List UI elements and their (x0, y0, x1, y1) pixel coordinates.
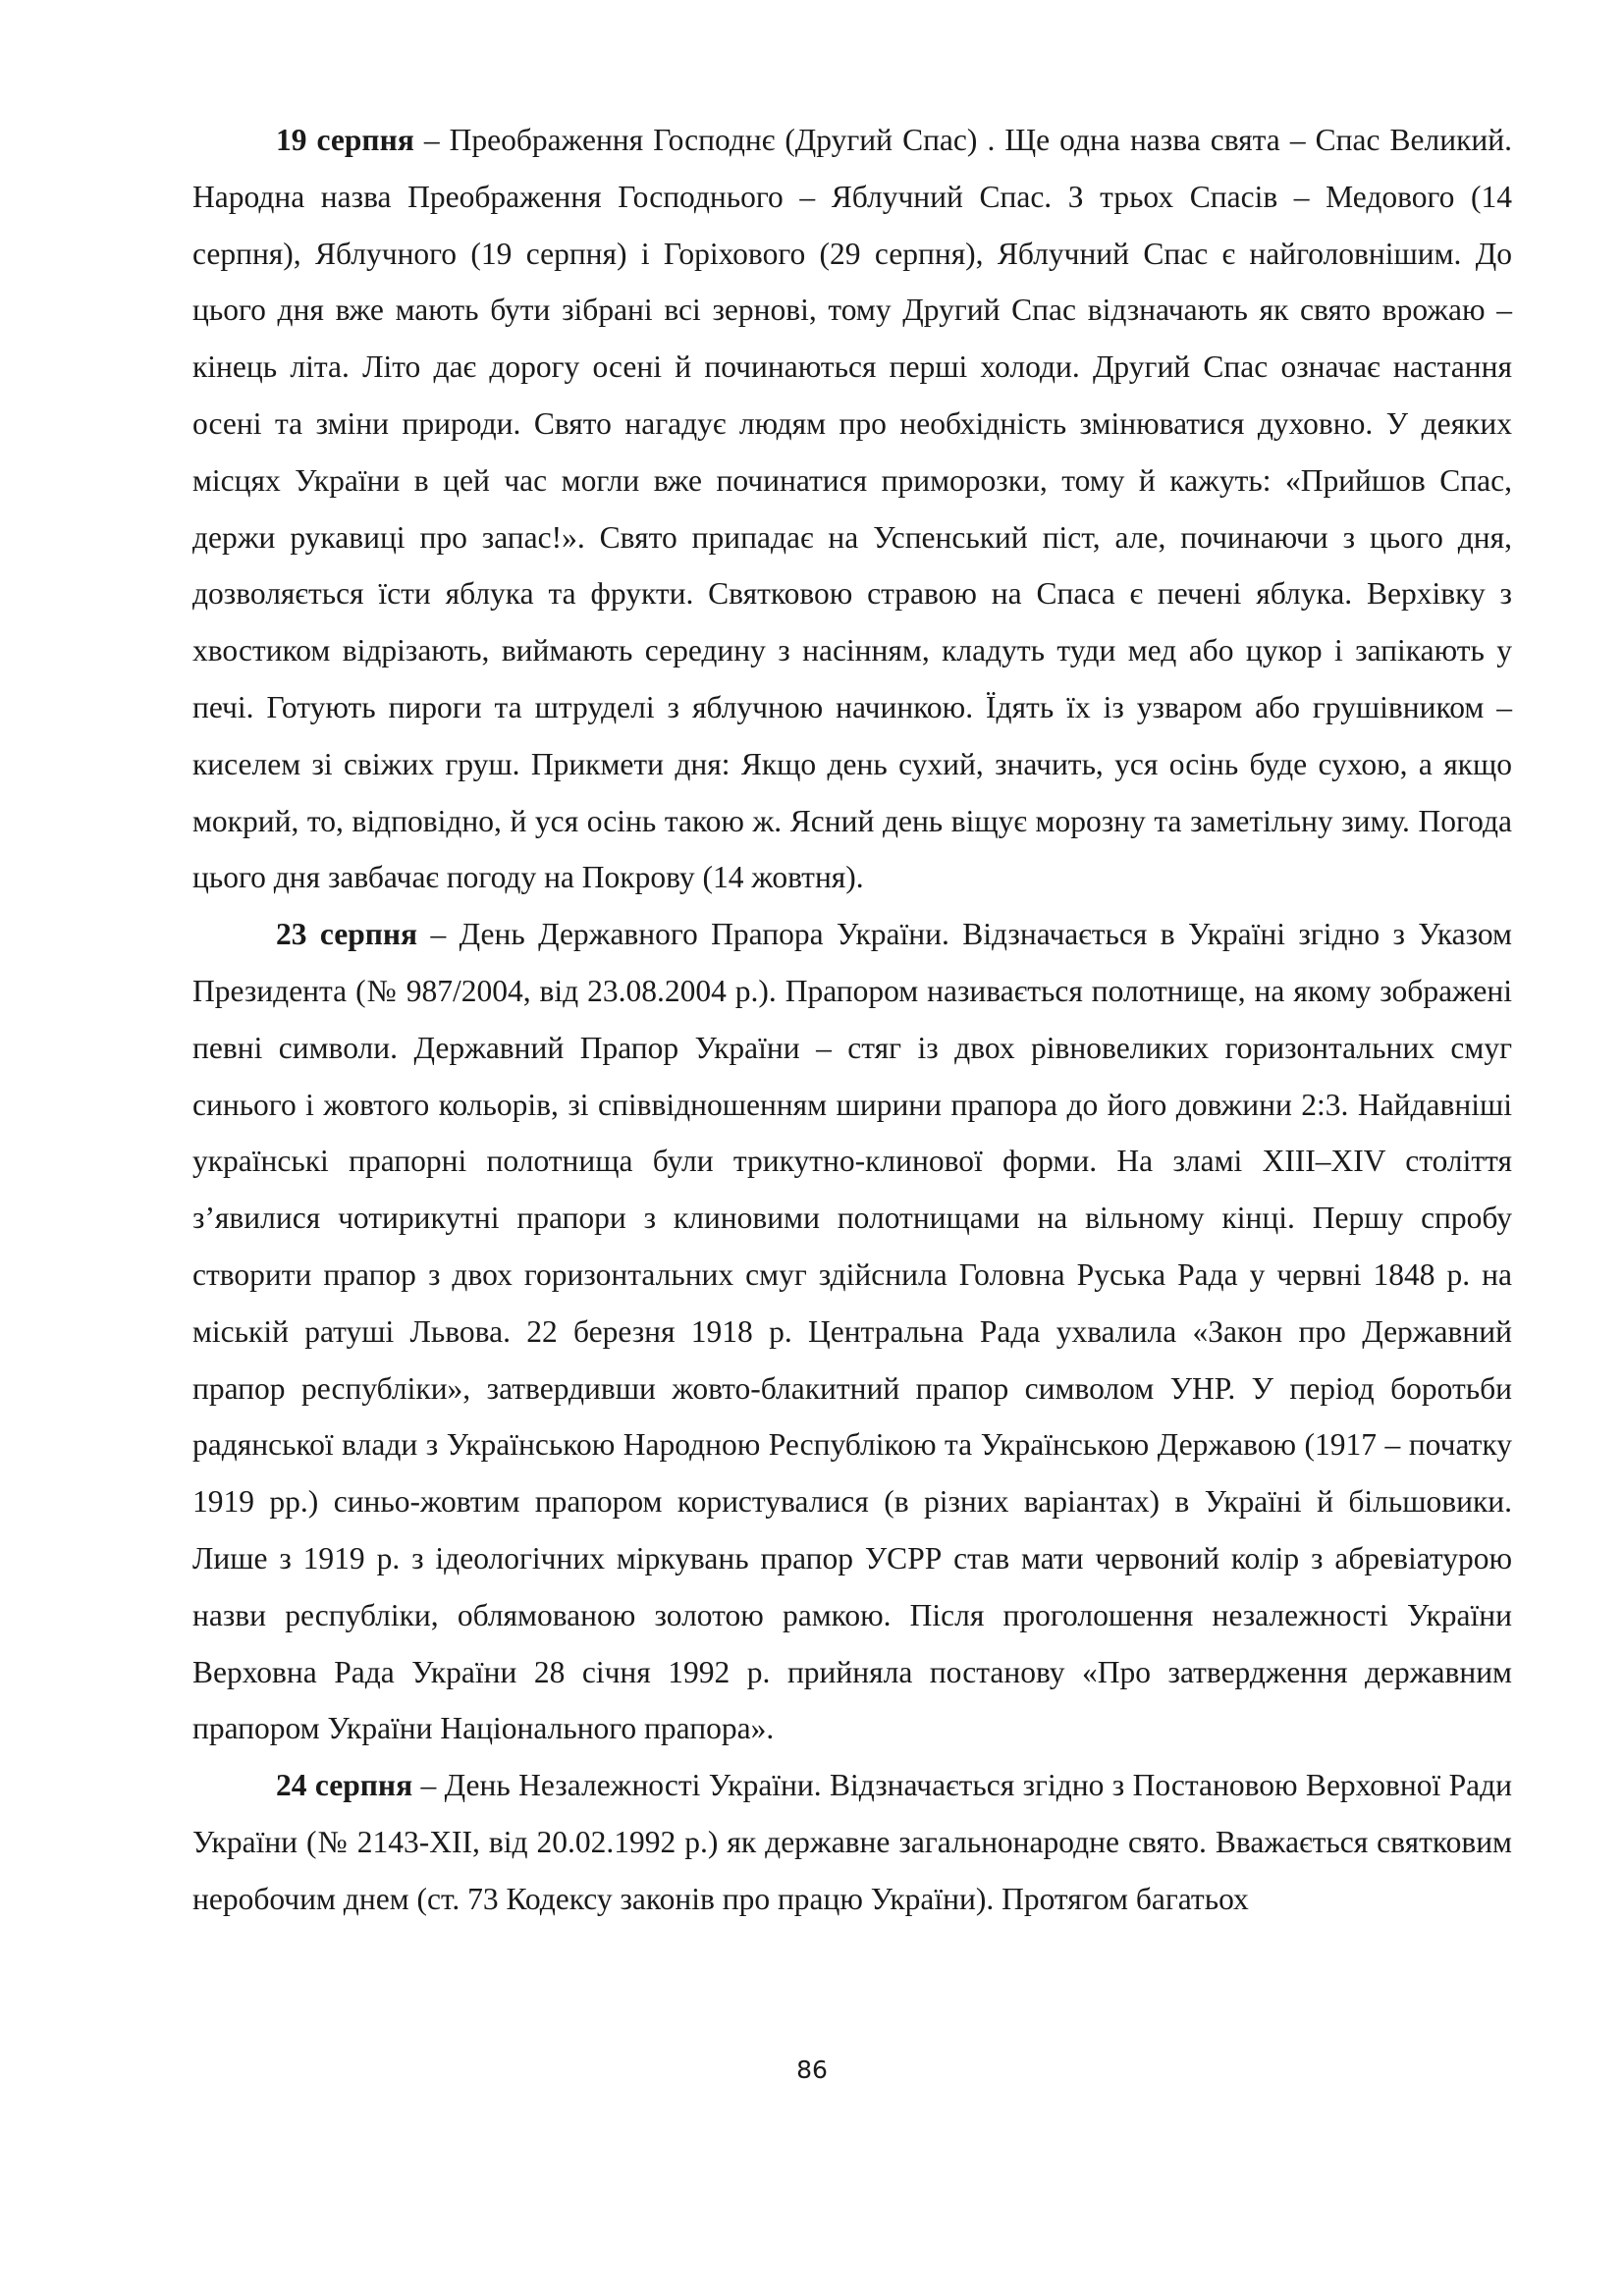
paragraph-text: – День Державного Прапора України. Відзначається в Україні згідно з Указом Президента (№ 987/2004, від 23.08.2004 р.). Прапором називається полотнище, на якому зображені певні символи. Державний Прапор України – стяг із двох рівновеликих горизонтальних смуг синього і жовтого кольорів, зі співвідношенням ширини прапора до його довжини 2:3. Найдавніші українські прапорні полотнища були трикутно-клинової форми. На зламі XIII–XIV століття з’явилися чотирикутні прапори з клиновими полотнищами на вільному кінці. Першу спробу створити прапор з двох горизонтальних смуг здійснила Головна Руська Рада у червні 1848 р. на міській ратуші Львова. 22 березня 1918 р. Центральна Рада ухвалила «Закон про Державний прапор республіки», затвердивши жовто-блакитний прапор символом УНР. У період боротьби радянської влади з Українською Народною Республікою та Українською Державою (1917 – початку 1919 рр.) синьо-жовтим прапором користувалися (в різних варіантах) в Україні й більшовики. Лише з 1919 р. з ідеологічних міркувань прапор УСРР став мати червоний колір з абревіатурою назви республіки, облямованою золотою рамкою. Після проголошення незалежності України Верховна Рада України 28 січня 1992 р. прийняла постанову «Про затвердження державним прапором України Національного прапора». (192, 917, 1512, 1746)
date-heading: 19 серпня (276, 123, 414, 157)
paragraph-23-august (192, 906, 1512, 1757)
date-heading: 24 серпня (276, 1768, 413, 1803)
paragraph-text: – Преображення Господнє (Другий Спас) . Ще одна назва свята – Спас Великий. Народна назва Преображення Господнього – Яблучний Спас. З трьох Спасів – Медового (14 серпня), Яблучного (19 серпня) і Горіхового (29 серпня), Яблучний Спас є найголовнішим. До цього дня вже мають бути зібрані всі зернові, тому Другий Спас відзначають як свято врожаю – кінець літа. Літо дає дорогу осені й починаються перші холоди. Другий Спас означає настання осені та зміни природи. Свято нагадує людям про необхідність змінюватися духовно. У деяких місцях України в цей час могли вже починатися приморозки, тому й кажуть: «Прийшов Спас, держи рукавиці про запас!». Свято припадає на Успенський піст, але, починаючи з цього дня, дозволяється їсти яблука та фрукти. Святковою стравою на Спаса є печені яблука. Верхівку з хвостиком відрізають, виймають середину з насінням, кладуть туди мед або цукор і запікають у печі. Готують пироги та штруделі з яблучною начинкою. Їдять їх із узваром або грушівником – киселем зі свіжих груш. Прикмети дня: Якщо день сухий, значить, уся осінь буде сухою, а якщо мокрий, то, відповідно, й уся осінь такою ж. Ясний день віщує морозну та заметільну зиму. Погода цього дня завбачає погоду на Покрову (14 жовтня). (192, 123, 1512, 895)
date-heading: 23 серпня (276, 917, 418, 952)
paragraph-24-august (192, 1757, 1512, 1927)
page-number: 86 (796, 2056, 828, 2084)
paragraph-19-august (192, 112, 1512, 906)
paragraph-text: – День Незалежності України. Відзначається згідно з Постановою Верховної Ради України (№ 2143-XII, від 20.02.1992 р.) як державне загальнонародне свято. Вважається святковим неробочим днем (ст. 73 Кодексу законів про працю України). Протягом багатьох (192, 1768, 1512, 1916)
page-body (192, 112, 1512, 1928)
